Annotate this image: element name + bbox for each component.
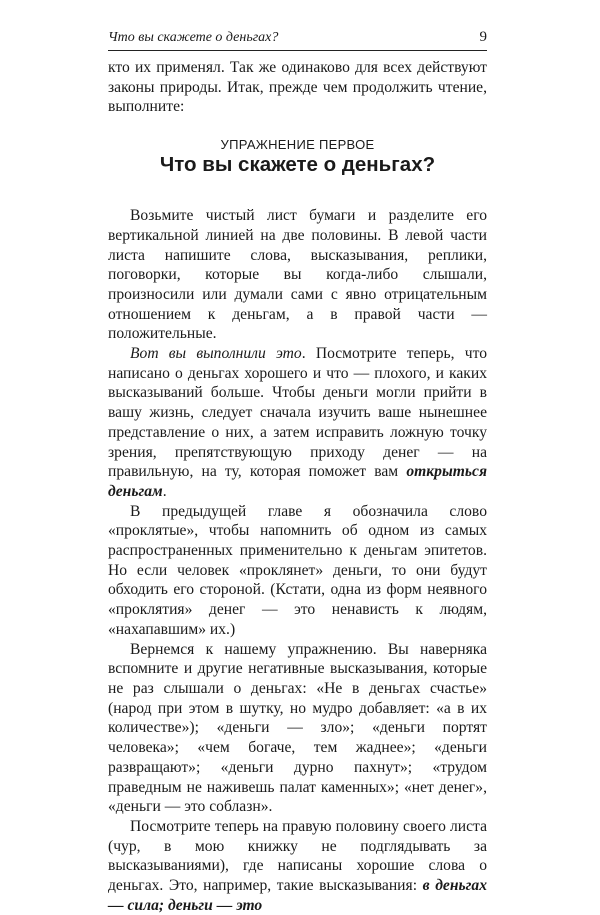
- exercise-label: УПРАЖНЕНИЕ ПЕРВОЕ: [220, 137, 375, 153]
- exercise-title: Что вы скажете о деньгах?: [159, 153, 436, 177]
- paragraph-end: .: [162, 482, 167, 500]
- italic-phrase: Вот вы выполнили это: [130, 345, 302, 363]
- running-header: [108, 28, 487, 51]
- paragraph-review: [108, 344, 487, 502]
- emphasis-phrase: открыться деньгам: [108, 463, 487, 500]
- paragraph-continuation: кто их применял. Так же одинаково для всех действуют законы природы. Итак, прежде чем продолжить чтение, выполните:: [108, 59, 487, 116]
- emphasis-phrase: в деньгах — сила; деньги — это: [108, 877, 487, 914]
- paragraph-instructions: Возьмите чистый лист бумаги и разделите его вертикальной линией на две половины. В левой части листа напишите слова, высказывания, реплики, поговорки, которые вы когда-либо слышали, произносили или думали сами с явно отрицательным отношением к деньгам, а в правой части — положительные.: [108, 207, 487, 343]
- paragraph-text: . Посмотрите теперь, что написано о деньгах хорошего и что — плохого, и каких высказываний больше. Чтобы деньги могли прийти в вашу жизнь, следует сначала изучить ваше нынешнее представление о них, а затем исправить ложную точку зрения, препятствующую приходу денег — на правильную, на ту, которая поможет вам: [108, 345, 487, 481]
- running-title: Что вы скажете о деньгах?: [108, 30, 279, 45]
- page-number: 9: [479, 29, 487, 45]
- paragraph-positive-sayings: [108, 817, 487, 915]
- paragraph-text: Посмотрите теперь на правую половину своего листа (чур, в мою книжку не подглядывать за высказываниями), где написаны хорошие слова о деньгах. Это, например, такие высказывания:: [108, 817, 487, 895]
- paragraph-cursed: В предыдущей главе я обозначила слово «проклятые», чтобы напомнить об одном из самых распространенных применительно к деньгам эпитетов. Но если человек «проклянет» деньги, то они будут обходить его стороной. (Кстати, одна из форм неявного «проклятия» денег — это ненависть к людям, «нахапавшим» их.): [108, 502, 487, 638]
- paragraph-negative-sayings: Вернемся к нашему упражнению. Вы наверняка вспомните и другие негативные высказывания, которые не раз слышали о деньгах: «Не в деньгах счастье» (народ при этом в шутку, но мудро добавляет: «а в их количестве»); «деньги — зло»; «деньги портят человека»; «чем богаче, тем жаднее»; «деньги развращают»; «деньги дурно пахнут»; «трудом праведным не наживешь палат каменных»; «нет денег», «деньги — это соблазн».: [108, 640, 487, 816]
- exercise-heading: [108, 136, 487, 177]
- page-body: [108, 58, 487, 915]
